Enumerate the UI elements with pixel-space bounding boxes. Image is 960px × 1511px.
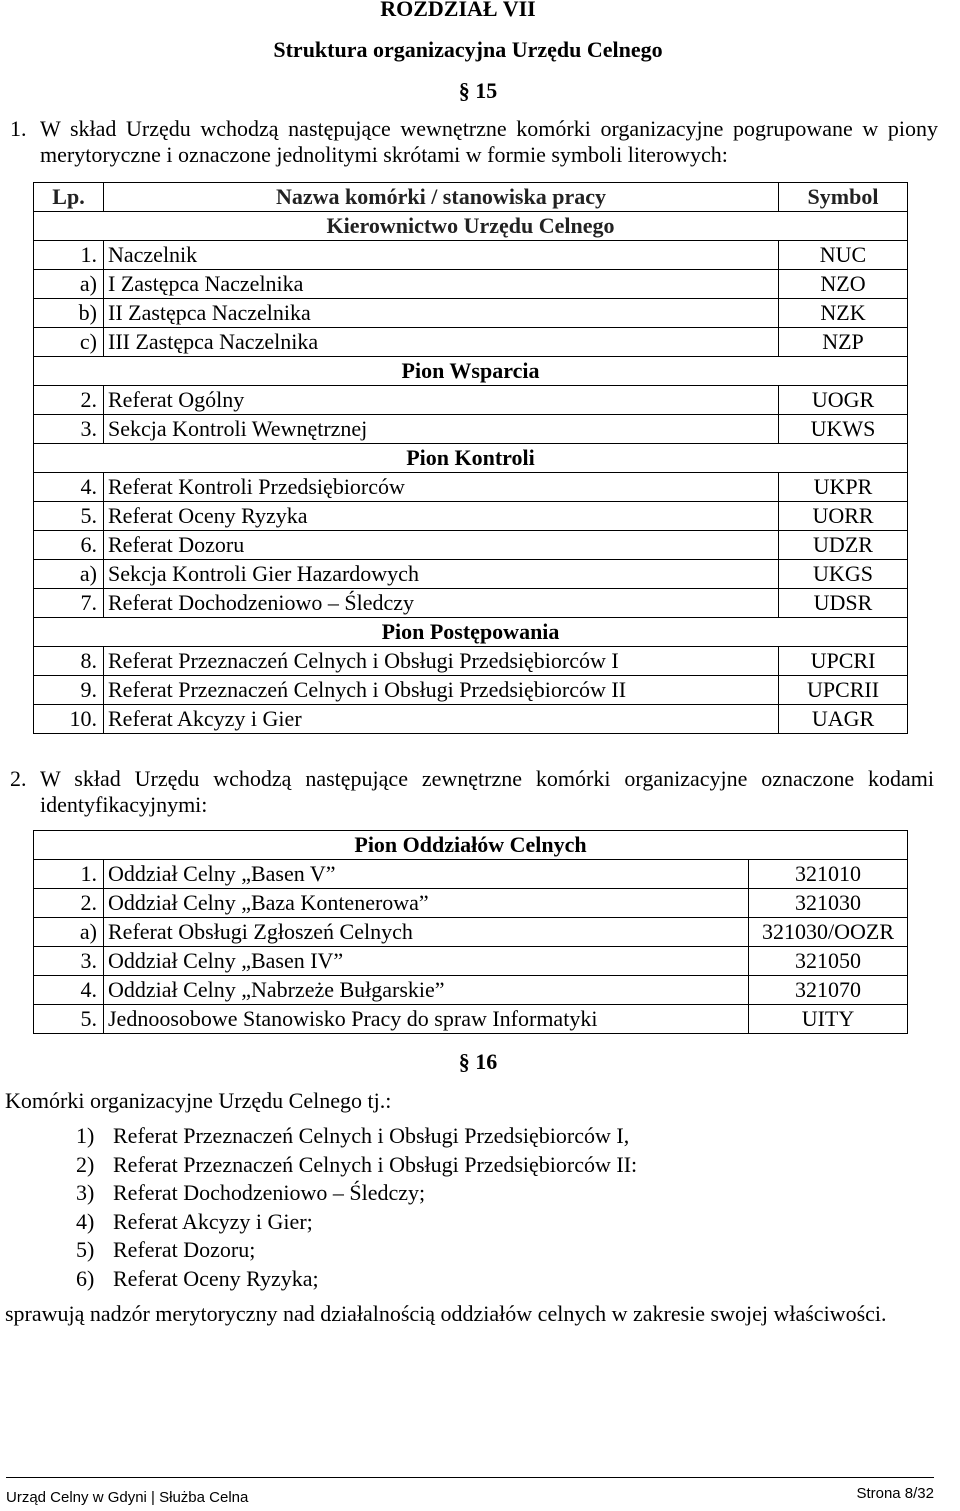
row-name: Referat Ogólny (104, 386, 779, 415)
group-label: Kierownictwo Urzędu Celnego (34, 212, 908, 241)
row-code: UITY (749, 1005, 908, 1034)
group-row (34, 618, 908, 647)
row-name: Referat Obsługi Zgłoszeń Celnych (104, 918, 749, 947)
row-lp: c) (34, 328, 104, 357)
row-name: Sekcja Kontroli Gier Hazardowych (104, 560, 779, 589)
table-row (34, 860, 908, 889)
group-row (34, 444, 908, 473)
row-lp: 1. (34, 860, 104, 889)
section-sign: § (458, 1049, 470, 1074)
row-name: Referat Dochodzeniowo – Śledczy (104, 589, 779, 618)
footer-divider (6, 1477, 934, 1478)
row-name: Sekcja Kontroli Wewnętrznej (104, 415, 779, 444)
table-row (34, 502, 908, 531)
list-number: 4) (76, 1208, 95, 1234)
row-name: Referat Przeznaczeń Celnych i Obsługi Przedsiębiorców I (104, 647, 779, 676)
header-name: Nazwa komórki / stanowiska pracy (104, 183, 779, 212)
row-symbol: UDSR (779, 589, 908, 618)
row-lp: 7. (34, 589, 104, 618)
row-symbol: UPCRII (779, 676, 908, 705)
row-lp: 5. (34, 1005, 104, 1034)
row-name: III Zastępca Naczelnika (104, 328, 779, 357)
group-row (34, 357, 908, 386)
group-label: Pion Oddziałów Celnych (34, 831, 908, 860)
row-symbol: UAGR (779, 705, 908, 734)
row-name: Referat Dozoru (104, 531, 779, 560)
list-number: 5) (76, 1237, 95, 1263)
row-symbol: NZO (779, 270, 908, 299)
point-number: 2. (10, 766, 27, 791)
table-row (34, 299, 908, 328)
row-symbol: UKWS (779, 415, 908, 444)
point-text: W skład Urzędu wchodzą następujące wewnętrzne komórki organizacyjne pogrupowane w piony merytoryczne i oznaczone jednolitymi skrótami w formie symboli literowych: (40, 116, 938, 167)
row-name: Jednoosobowe Stanowisko Pracy do spraw Informatyki (104, 1005, 749, 1034)
closing-text: sprawują nadzór merytoryczny nad działalnością oddziałów celnych w zakresie swojej właściwości. (5, 1301, 887, 1326)
header-symbol: Symbol (779, 183, 908, 212)
row-symbol: UPCRI (779, 647, 908, 676)
row-lp: 3. (34, 947, 104, 976)
row-lp: 1. (34, 241, 104, 270)
chapter-title: ROZDZIAŁ VII (380, 0, 536, 21)
table-header-row (34, 183, 908, 212)
page-number: Strona 8/32 (856, 1485, 934, 1502)
row-name: II Zastępca Naczelnika (104, 299, 779, 328)
point-1 (10, 116, 938, 168)
table-row (34, 976, 908, 1005)
list-text: Referat Dozoru; (113, 1237, 256, 1263)
row-symbol: NZK (779, 299, 908, 328)
table-row (34, 270, 908, 299)
row-name: Oddział Celny „Basen V” (104, 860, 749, 889)
table-row (34, 647, 908, 676)
internal-units-table (33, 182, 908, 734)
row-code: 321030 (749, 889, 908, 918)
list-item (76, 1265, 637, 1294)
section-sign: § (458, 78, 470, 103)
table-row (34, 241, 908, 270)
row-symbol: UOGR (779, 386, 908, 415)
table-row (34, 386, 908, 415)
row-lp: a) (34, 560, 104, 589)
row-name: Referat Przeznaczeń Celnych i Obsługi Przedsiębiorców II (104, 676, 779, 705)
row-name: Naczelnik (104, 241, 779, 270)
list-item (76, 1151, 637, 1180)
footer-institution: Urząd Celny w Gdyni | Służba Celna (6, 1489, 249, 1506)
row-symbol: NZP (779, 328, 908, 357)
list-item (76, 1179, 637, 1208)
list-number: 2) (76, 1151, 95, 1177)
row-lp: 10. (34, 705, 104, 734)
table-row (34, 947, 908, 976)
row-lp: 2. (34, 386, 104, 415)
row-lp: 9. (34, 676, 104, 705)
intro-text: Komórki organizacyjne Urzędu Celnego tj.: (5, 1088, 392, 1113)
table-row (34, 415, 908, 444)
row-symbol: NUC (779, 241, 908, 270)
row-name: Referat Oceny Ryzyka (104, 502, 779, 531)
point-number: 1. (10, 116, 27, 141)
paragraph-15-heading (0, 78, 956, 104)
table-row (34, 676, 908, 705)
row-lp: a) (34, 918, 104, 947)
row-lp: 8. (34, 647, 104, 676)
row-lp: a) (34, 270, 104, 299)
row-name: Oddział Celny „Nabrzeże Bułgarskie” (104, 976, 749, 1005)
table-row (34, 531, 908, 560)
row-name: Referat Kontroli Przedsiębiorców (104, 473, 779, 502)
chapter-subtitle: Struktura organizacyjna Urzędu Celnego (273, 37, 663, 62)
row-symbol: UDZR (779, 531, 908, 560)
row-lp: 2. (34, 889, 104, 918)
list-number: 3) (76, 1180, 95, 1206)
group-label: Pion Kontroli (34, 444, 908, 473)
row-lp: 4. (34, 473, 104, 502)
row-lp: 6. (34, 531, 104, 560)
table-row (34, 1005, 908, 1034)
point-2 (10, 766, 934, 818)
table-row (34, 889, 908, 918)
row-lp: 5. (34, 502, 104, 531)
row-symbol: UKPR (779, 473, 908, 502)
header-lp: Lp. (34, 183, 104, 212)
row-lp: b) (34, 299, 104, 328)
table-row (34, 328, 908, 357)
table-row (34, 473, 908, 502)
table-row (34, 560, 908, 589)
row-symbol: UKGS (779, 560, 908, 589)
row-name: Oddział Celny „Baza Kontenerowa” (104, 889, 749, 918)
list-number: 1) (76, 1123, 95, 1148)
table-row (34, 705, 908, 734)
paragraph-number: 15 (475, 78, 498, 103)
list-text: Referat Akcyzy i Gier; (113, 1208, 313, 1234)
row-lp: 3. (34, 415, 104, 444)
group-row (34, 212, 908, 241)
list-text: Referat Przeznaczeń Celnych i Obsługi Przedsiębiorców I, (113, 1123, 630, 1148)
paragraph-number: 16 (475, 1049, 498, 1074)
group-label: Pion Postępowania (34, 618, 908, 647)
point-text: W skład Urzędu wchodzą następujące zewnętrzne komórki organizacyjne oznaczone kodami identyfikacyjnymi: (40, 766, 934, 817)
unit-list (76, 1122, 637, 1294)
list-number: 6) (76, 1265, 95, 1291)
row-code: 321050 (749, 947, 908, 976)
list-text: Referat Oceny Ryzyka; (113, 1265, 319, 1291)
row-code: 321010 (749, 860, 908, 889)
paragraph-16-heading (0, 1049, 956, 1075)
table-row (34, 918, 908, 947)
row-code: 321030/OOZR (749, 918, 908, 947)
list-text: Referat Przeznaczeń Celnych i Obsługi Przedsiębiorców II: (113, 1151, 638, 1177)
row-name: Oddział Celny „Basen IV” (104, 947, 749, 976)
external-units-table (33, 830, 908, 1034)
row-lp: 4. (34, 976, 104, 1005)
list-item (76, 1208, 637, 1237)
row-code: 321070 (749, 976, 908, 1005)
table-row (34, 589, 908, 618)
list-item (76, 1236, 637, 1265)
group-row (34, 831, 908, 860)
list-item (76, 1122, 637, 1151)
row-symbol: UORR (779, 502, 908, 531)
row-name: I Zastępca Naczelnika (104, 270, 779, 299)
list-text: Referat Dochodzeniowo – Śledczy; (113, 1180, 426, 1206)
group-label: Pion Wsparcia (34, 357, 908, 386)
row-name: Referat Akcyzy i Gier (104, 705, 779, 734)
